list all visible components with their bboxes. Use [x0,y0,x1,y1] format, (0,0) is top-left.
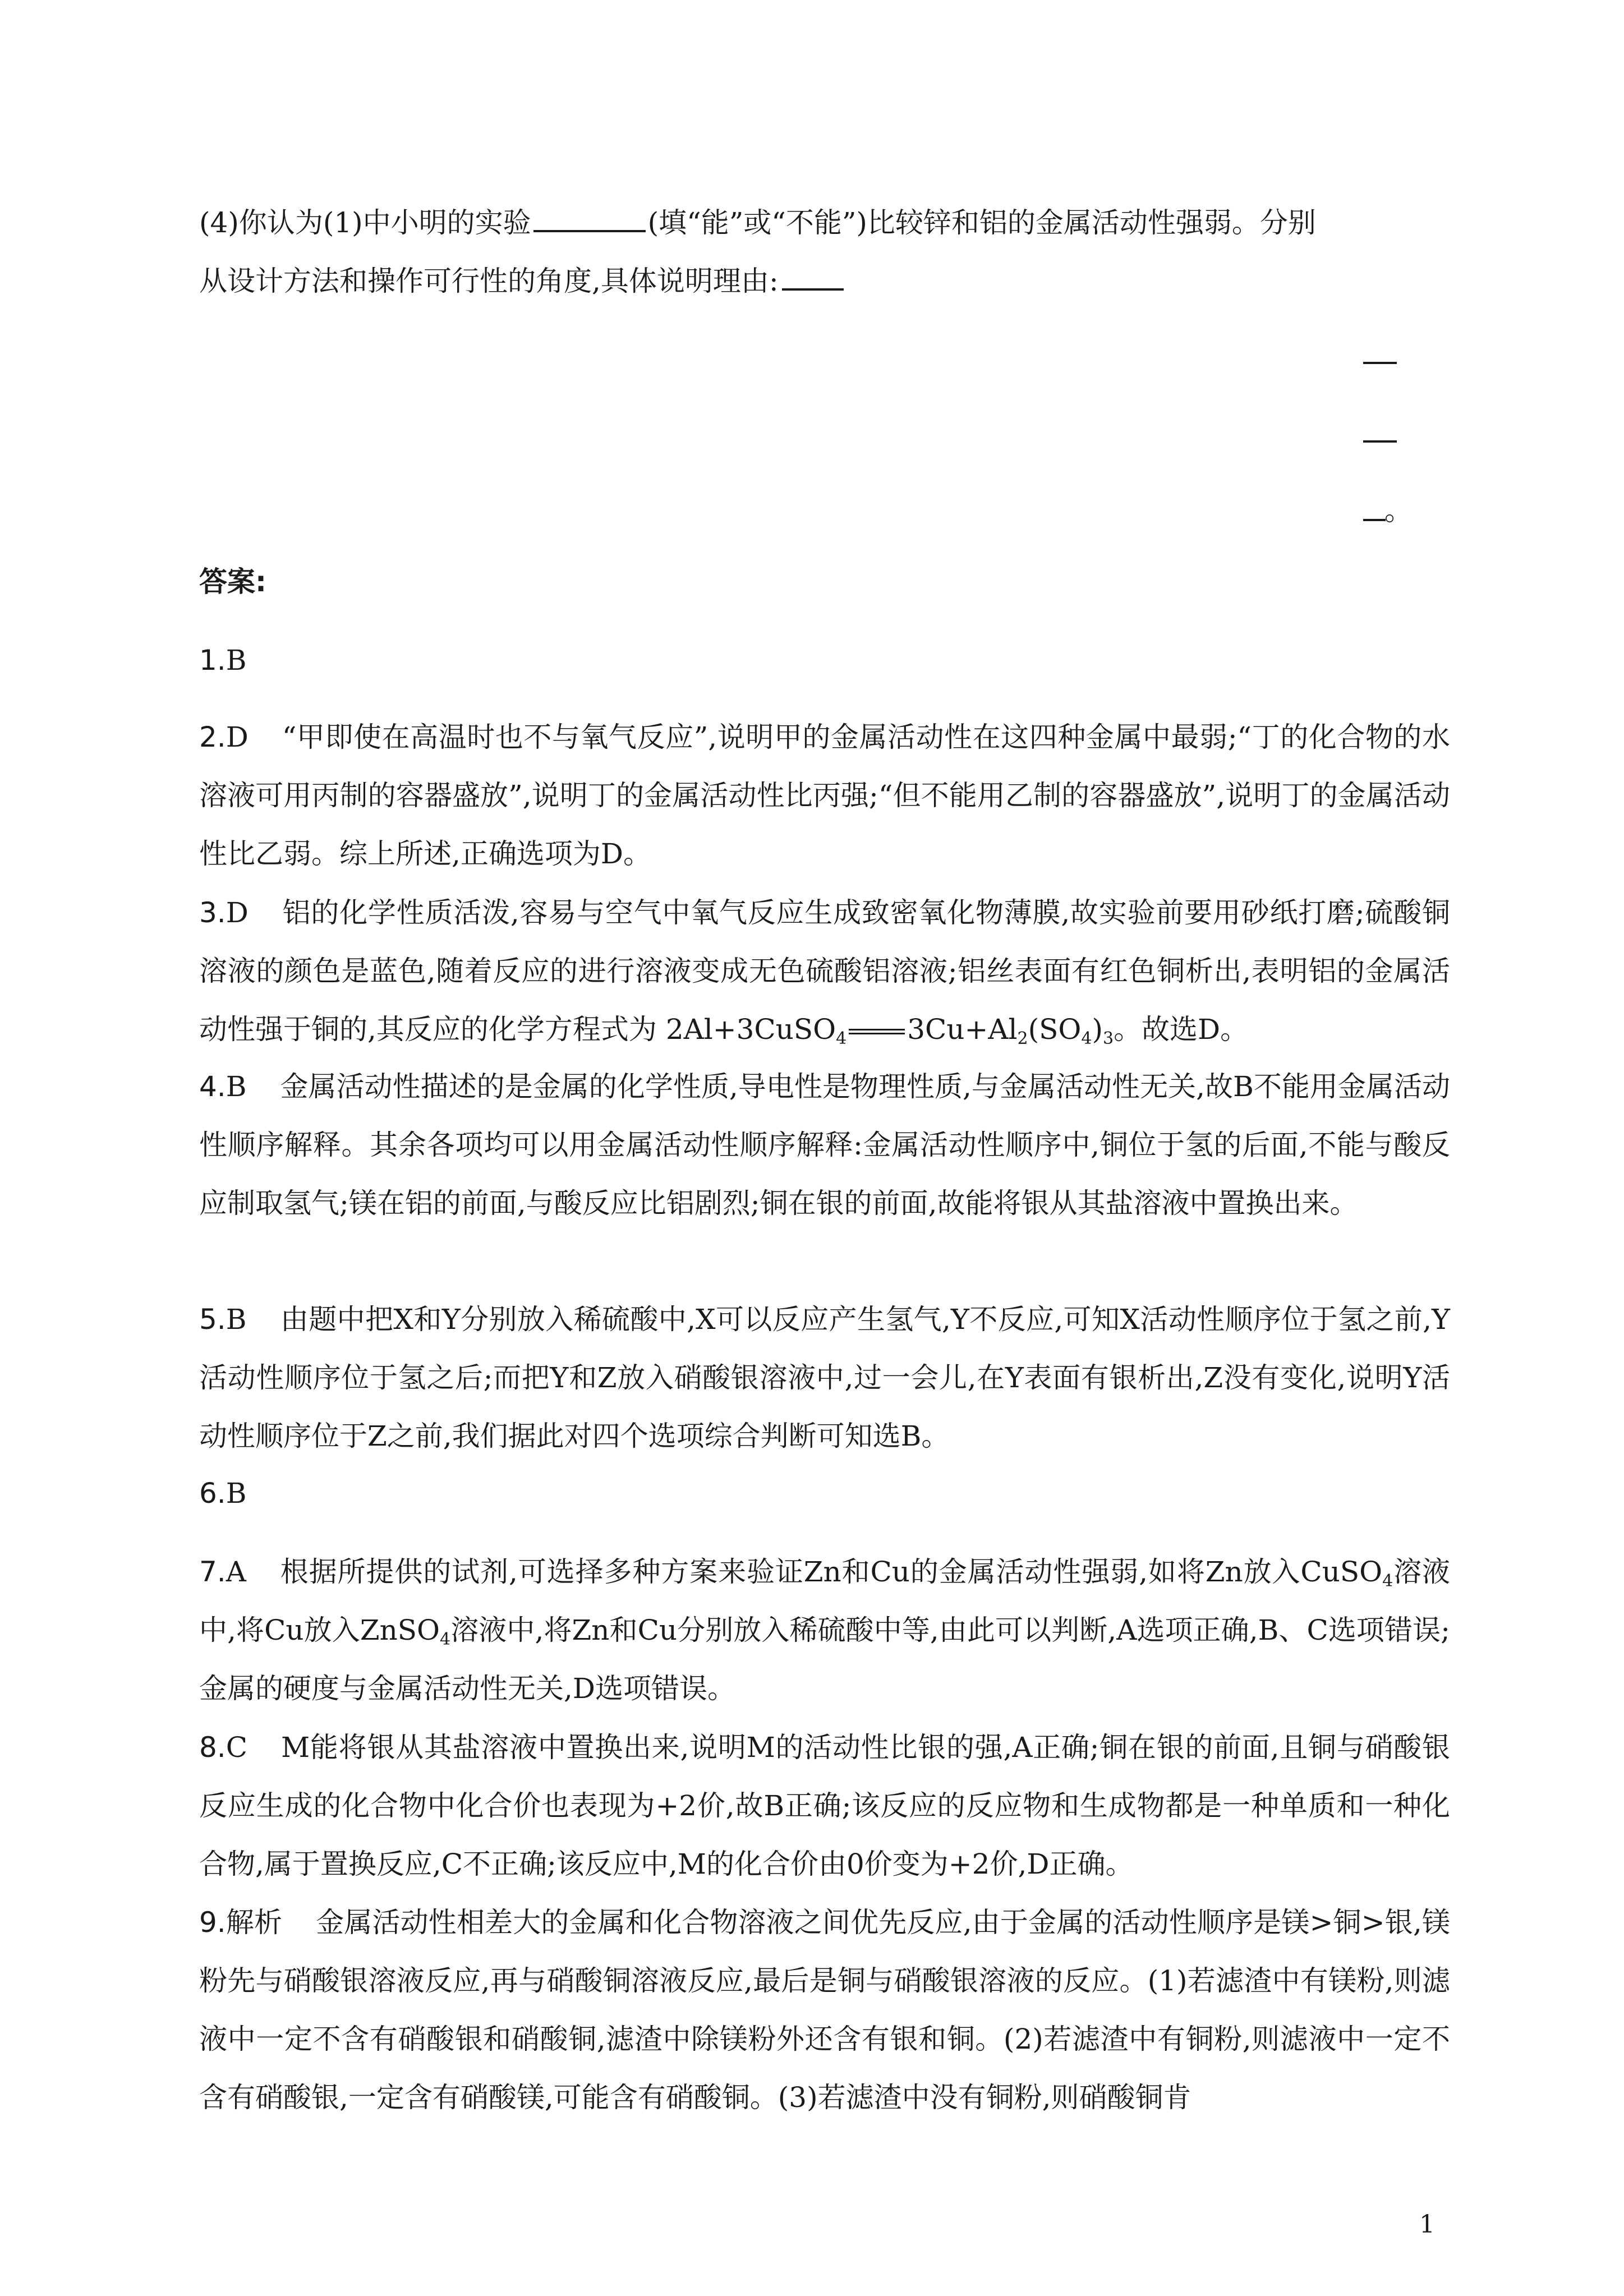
answer-letter: B [226,1070,247,1103]
answer-explanation: 金属活动性描述的是金属的化学性质,导电性是物理性质,与金属活动性无关,故B不能用金属活动性顺序解释。其余各项均可以用金属活动性顺序解释:金属活动性顺序中,铜位于氢的后面,不能与酸反应制取氢气;镁在铝的前面,与酸反应比铝剧烈;铜在银的前面,故能将银从其盐溶液中置换出来。 [199,1070,1450,1220]
answer-letter: B [226,1303,247,1336]
answer-3: 3.D 铝的化学性质活泼,容易与空气中氧气反应生成致密氧化物薄膜,故实验前要用砂纸打磨;硫酸铜溶液的颜色是蓝色,随着反应的进行溶液变成无色硫酸铝溶液;铝丝表面有红色铜析出,表明铝的金属活动性强于铜的,其反应的化学方程式为 2Al+3CuSO$_4$ $3Cu+Al_2(SO_4)_3$。故选D。 [199,896,1450,1048]
reason-blank-line [1363,519,1386,521]
answer-number: 4. [199,1070,226,1103]
answer-6 [199,1464,1450,1522]
answer-letter: A [226,1556,246,1588]
q4-line1-start: (4)你认为(1)中小明的实验 [199,206,531,239]
answer-blank [533,201,646,233]
equals-sign [849,1029,905,1034]
answer-letter: D [226,721,249,753]
answer-explanation: 铝的化学性质活泼,容易与空气中氧气反应生成致密氧化物薄膜,故实验前要用砂纸打磨;硫酸铜溶液的颜色是蓝色,随着反应的进行溶液变成无色硫酸铝溶液;铝丝表面有红色铜析出,表明铝的金属活动性强于铜的,其反应的化学方程式为 [199,896,1450,1046]
answer-label: 解析 [226,1906,283,1939]
answer-7: 7.A 根据所提供的试剂,可选择多种方案来验证Zn和Cu的金属活动性强弱,如将Zn放入CuSO$_4$溶液中,将Cu放入ZnSO$_4$溶液中,将Zn和Cu分别放入稀硫酸中等,由此可以判断,A选项正确,B、C选项错误;金属的硬度与金属活动性无关,D选项错误。 [199,1556,1450,1705]
answer-explanation: 由题中把X和Y分别放入稀硫酸中,X可以反应产生氢气,Y不反应,可知X活动性顺序位于氢之前,Y活动性顺序位于氢之后;而把Y和Z放入硝酸银溶液中,过一会儿,在Y表面有银析出,Z没有变化,说明Y活动性顺序位于Z之前,我们据此对四个选项综合判断可知选B。 [199,1303,1450,1452]
answer-explanation: M能将银从其盐溶液中置换出来,说明M的活动性比银的强,A正确;铜在银的前面,且铜与硝酸银反应生成的化合物中化合价也表现为+2价,故B正确;该反应的反应物和生成物都是一种单质和一种化合物,属于置换反应,C不正确;该反应中,M的化合价由0价变为+2价,D正确。 [199,1731,1450,1880]
question-4 [199,194,1450,310]
answer-letter: D [226,896,249,929]
answer-number: 9. [199,1906,226,1939]
answer-4 [199,1057,1450,1232]
q4-line2: 从设计方法和操作可行性的角度,具体说明理由: [199,265,779,297]
answer-explanation: 根据所提供的试剂,可选择多种方案来验证Zn和Cu的金属活动性强弱,如将Zn放入CuSO [279,1556,1383,1588]
answer-number: 5. [199,1303,226,1336]
answer-number: 3. [199,896,226,929]
answer-letter: B [226,644,247,677]
answer-letter: C [226,1731,247,1764]
end-mark: 。 [1384,494,1413,527]
answer-letter: B [226,1477,247,1510]
answer-2 [199,708,1450,883]
answer-number: 6. [199,1477,226,1510]
reason-blank-line [1363,362,1397,364]
answer-5 [199,1290,1450,1465]
answer-number: 2. [199,721,226,753]
answer-number: 1. [199,644,226,677]
answer-number: 7. [199,1556,226,1588]
answer-number: 8. [199,1731,226,1764]
equation: 2Al+3CuSO$_4$ $3Cu+Al_2(SO_4)_3$ [665,1013,1114,1048]
answer-9 [199,1893,1450,2127]
answer-explanation: 金属活动性相差大的金属和化合物溶液之间优先反应,由于金属的活动性顺序是镁>铜>银,镁粉先与硝酸银溶液反应,再与硝酸铜溶液反应,最后是铜与硝酸银溶液的反应。(1)若滤渣中有镁粉,则滤液中一定不含有硝酸银和硝酸铜,滤渣中除镁粉外还含有银和铜。(2)若滤渣中有铜粉,则滤液中一定不含有硝酸银,一定含有硝酸镁,可能含有硝酸铜。(3)若滤渣中没有铜粉,则硝酸铜肯 [199,1906,1451,2114]
reason-blank-line [1363,440,1397,443]
answer-1 [199,631,1450,689]
q4-line1-end: (填“能”或“不能”)比较锌和铝的金属活动性强弱。分别 [647,206,1316,239]
answers-heading: 答案: [199,565,266,598]
answer-8 [199,1718,1450,1893]
answer-explanation: “甲即使在高温时也不与氧气反应”,说明甲的金属活动性在这四种金属中最弱;“丁的化合物的水溶液可用丙制的容器盛放”,说明丁的金属活动性比丙强;“但不能用乙制的容器盛放”,说明丁的金属活动性比乙弱。综上所述,正确选项为D。 [199,721,1450,870]
page-number: 1 [1419,2210,1435,2239]
reason-blank [782,259,844,291]
